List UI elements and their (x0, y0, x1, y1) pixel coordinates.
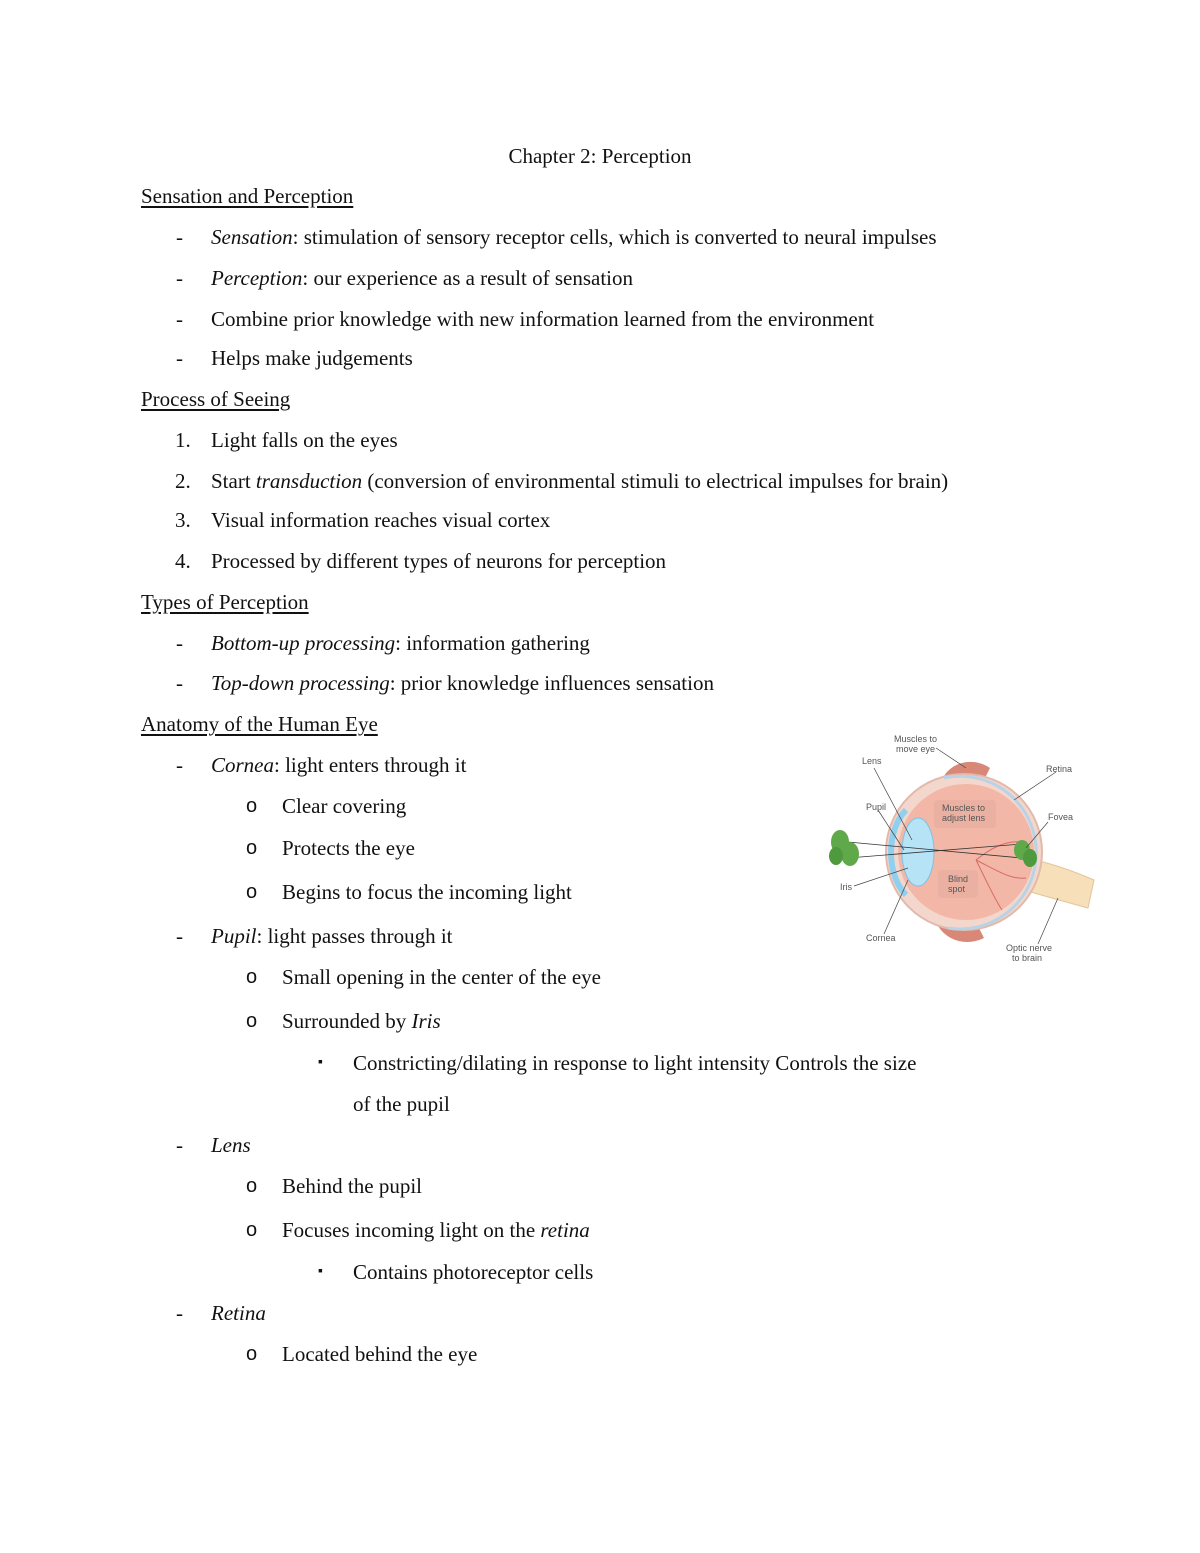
sub-item: Protects the eye (282, 836, 415, 860)
list-item-bottom-up: Bottom-up processing: information gathering (211, 631, 590, 655)
leaf-object-icon (829, 830, 859, 866)
label-cornea: Cornea (866, 933, 896, 943)
term: retina (540, 1218, 590, 1242)
bullet-circle: o (246, 1010, 258, 1032)
list-item-cornea: Cornea: light enters through it (211, 753, 467, 777)
list-item: Light falls on the eyes (211, 428, 398, 452)
list-item: Visual information reaches visual cortex (211, 508, 551, 532)
term: transduction (255, 469, 363, 493)
section-heading-sensation: Sensation and Perception (141, 184, 354, 208)
term: Iris (411, 1009, 441, 1033)
bullet-circle: o (246, 1175, 258, 1197)
list-item-top-down: Top-down processing: prior knowledge influences sensation (211, 671, 714, 695)
label-optic-nerve: Optic nerve (1006, 943, 1053, 953)
list-item-perception: Perception: our experience as a result of sensation (211, 266, 633, 290)
bullet-square: ▪ (318, 1055, 323, 1070)
sub-item-retina: Focuses incoming light on the retina (282, 1218, 590, 1242)
bullet-square: ▪ (318, 1264, 323, 1279)
bullet-dash: - (176, 346, 183, 370)
bullet-dash: - (176, 1301, 183, 1325)
bullet-dash: - (176, 225, 183, 249)
sub-sub-item: Constricting/dilating in response to light intensity Controls the size (353, 1051, 917, 1075)
sub-item: Located behind the eye (282, 1342, 478, 1366)
page-title: Chapter 2: Perception (508, 144, 692, 168)
label-pupil: Pupil (866, 802, 887, 812)
label-iris: Iris (840, 882, 852, 892)
bullet-dash: - (176, 631, 183, 655)
bullet-dash: - (176, 266, 183, 290)
label-blind-spot-2: spot (948, 884, 966, 894)
eye-anatomy-diagram (826, 730, 1096, 970)
list-item-sensation: Sensation: stimulation of sensory receptor cells, which is converted to neural impulses (211, 225, 937, 249)
label-optic-nerve-2: to brain (1012, 953, 1043, 963)
label-lens: Lens (862, 756, 882, 766)
sub-item: Behind the pupil (282, 1174, 422, 1198)
term: Retina (211, 1301, 266, 1325)
list-number: 1. (175, 428, 191, 452)
term: Pupil (211, 924, 257, 948)
section-heading-anatomy: Anatomy of the Human Eye (141, 712, 378, 736)
term: Bottom-up processing (211, 631, 396, 655)
section-heading-types: Types of Perception (141, 590, 309, 614)
label-muscles-adjust: Muscles to (942, 803, 986, 813)
list-item: Helps make judgements (211, 346, 413, 370)
sub-item: Begins to focus the incoming light (282, 880, 572, 904)
bullet-dash: - (176, 671, 183, 695)
bullet-circle: o (246, 1343, 258, 1365)
label-muscles-move-2: move eye (896, 744, 936, 754)
term: Perception (211, 266, 303, 290)
section-heading-seeing: Process of Seeing (141, 387, 291, 411)
sub-sub-item-continuation: of the pupil (353, 1092, 450, 1116)
sub-item: Small opening in the center of the eye (282, 965, 601, 989)
sub-item: Clear covering (282, 794, 407, 818)
list-item-transduction: Start transduction (conversion of environmental stimuli to electrical impulses for brain) (211, 469, 949, 493)
label-muscles-move: Muscles to (894, 734, 938, 744)
list-item-pupil: Pupil: light passes through it (211, 924, 453, 948)
bullet-dash: - (176, 924, 183, 948)
bullet-dash: - (176, 1133, 183, 1157)
list-number: 2. (175, 469, 191, 493)
list-item-lens (211, 1132, 251, 1158)
bullet-circle: o (246, 837, 258, 859)
bullet-circle: o (246, 881, 258, 903)
sub-sub-item: Contains photoreceptor cells (353, 1260, 594, 1284)
bullet-circle: o (246, 1219, 258, 1241)
bullet-dash: - (176, 307, 183, 331)
label-fovea: Fovea (1048, 812, 1074, 822)
list-item-retina (211, 1300, 266, 1326)
label-muscles-adjust-2: adjust lens (942, 813, 986, 823)
list-item: Processed by different types of neurons for perception (211, 549, 667, 573)
label-blind-spot: Blind (948, 874, 969, 884)
list-item: Combine prior knowledge with new information learned from the environment (211, 307, 875, 331)
label-retina: Retina (1046, 764, 1073, 774)
term: Sensation (211, 225, 293, 249)
bullet-circle: o (246, 795, 258, 817)
sub-item-iris: Surrounded by Iris (282, 1009, 441, 1033)
term: Lens (211, 1133, 251, 1157)
list-number: 4. (175, 549, 191, 573)
bullet-dash: - (176, 753, 183, 777)
list-number: 3. (175, 508, 191, 532)
term: Top-down processing (211, 671, 390, 695)
bullet-circle: o (246, 966, 258, 988)
term: Cornea (211, 753, 274, 777)
